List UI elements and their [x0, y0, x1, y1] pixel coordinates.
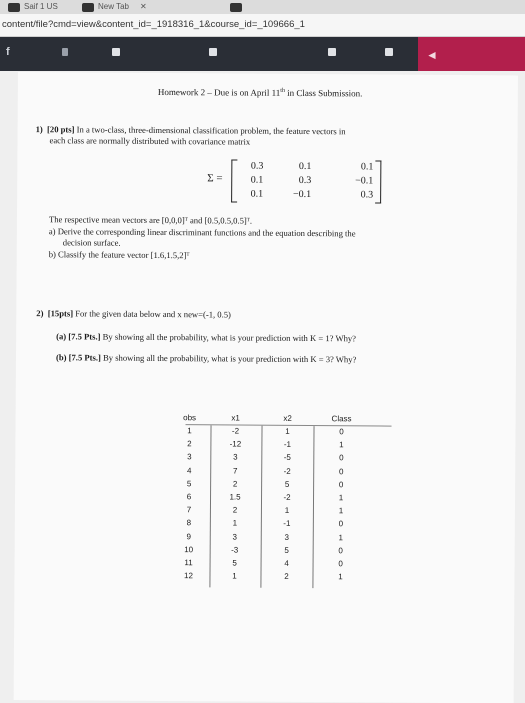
table-cell-obs: 5 [186, 478, 192, 489]
matrix-body [231, 159, 381, 202]
table-cell-x1: -12 [229, 439, 242, 449]
q1-number: 1) [35, 124, 43, 135]
table-cell-x1: 2 [232, 479, 238, 489]
browser-tab-2[interactable]: New Tab [98, 2, 129, 11]
table-cell-x2: -5 [283, 453, 291, 463]
table-cell-obs: 11 [184, 558, 193, 568]
q1-part-b: b) Classify the feature vector [1.6,1.5,2]ᵀ [48, 249, 190, 261]
table-cell-x1: -3 [231, 545, 239, 555]
table-cell-class: 1 [339, 440, 344, 450]
q1-line2: each class are normally distributed with covariance matrix [49, 135, 251, 147]
matrix-cell: 0.1 [360, 161, 374, 173]
facebook-icon[interactable]: f [6, 46, 10, 58]
table-cell-class: 0 [339, 427, 344, 437]
arrow-icon: ◄ [426, 48, 438, 62]
table-cell-class: 1 [338, 493, 344, 503]
tab-favicon-icon [230, 3, 242, 12]
table-cell-x2: -1 [283, 519, 291, 529]
site-navbar [0, 37, 525, 71]
page-title [158, 87, 363, 98]
browser-tab-strip [0, 0, 525, 14]
matrix-cell: −0.1 [292, 188, 312, 201]
right-bracket [375, 160, 381, 203]
q2-a-label: (a) [7.5 Pts.] [56, 331, 101, 342]
q1-means: The respective mean vectors are [0,0,0]ᵀ and [0.5,0.5,0.5]ᵀ. [48, 214, 253, 226]
homework-document [14, 72, 518, 703]
table-cell-obs: 1 [187, 426, 192, 436]
address-bar[interactable] [0, 14, 525, 37]
table-header-obs: obs [183, 413, 197, 423]
title-superscript: th [280, 87, 285, 94]
table-cell-x2: 1 [285, 426, 290, 436]
table-cell-class: 1 [338, 506, 344, 516]
table-cell-x2: 1 [284, 506, 290, 516]
q2-text: For the given data below and x new=(-1, 0.5) [73, 308, 231, 320]
table-cell-x1: 1 [232, 518, 238, 528]
table-cell-x1: 1 [232, 571, 237, 581]
table-cell-x2: 2 [284, 572, 289, 582]
table-cell-class: 0 [338, 546, 343, 556]
q2-intro [36, 308, 231, 319]
q2-b-text: By showing all the probability, what is your prediction with K = 3? Why? [100, 352, 357, 365]
table-cell-obs: 8 [186, 518, 192, 528]
q2-a-text: By showing all the probability, what is your prediction with K = 1? Why? [100, 331, 357, 344]
browser-tab-1[interactable]: Saif 1 US [24, 2, 58, 11]
table-cell-obs: 10 [184, 544, 194, 555]
table-header-x2: x2 [283, 413, 292, 423]
university-logo[interactable] [418, 37, 525, 71]
table-cell-x1: 3 [232, 532, 238, 542]
table-cell-class: 1 [338, 572, 343, 582]
table-cell-class: 0 [338, 480, 344, 490]
table-cell-x2: -2 [283, 466, 291, 476]
url-text[interactable]: content/file?cmd=view&content_id=_1918316_1&course_id=_109666_1 [2, 19, 305, 30]
table-cell-obs: 6 [186, 492, 192, 502]
table-cell-obs: 3 [187, 452, 192, 462]
sigma-label: Σ = [207, 172, 223, 185]
table-cell-obs: 12 [184, 571, 193, 581]
tab-favicon-icon [8, 3, 20, 12]
table-column-divider [260, 426, 262, 588]
table-cell-x1: -2 [231, 426, 240, 436]
nav-square-icon[interactable] [385, 48, 393, 56]
covariance-matrix [207, 159, 407, 202]
table-header-x1: x1 [231, 413, 240, 423]
title-text: Homework 2 – Due is on April 11 [157, 86, 281, 98]
matrix-cell: −0.1 [355, 175, 374, 187]
table-cell-x2: 5 [284, 479, 290, 489]
table-cell-class: 0 [339, 453, 344, 463]
table-cell-class: 0 [338, 519, 344, 529]
table-cell-obs: 2 [187, 439, 192, 449]
matrix-cell: 0.1 [250, 174, 264, 186]
table-cell-x2: 3 [284, 532, 290, 542]
q2-part-a [56, 331, 356, 343]
table-column-divider [209, 425, 211, 587]
q2-b-label: (b) [7.5 Pts.] [55, 352, 101, 363]
q1-text: In a two-class, three-dimensional classification problem, the feature vectors in [74, 124, 346, 137]
close-tab-icon[interactable]: ✕ [140, 2, 147, 11]
q1-part-a-cont: decision surface. [62, 237, 121, 248]
table-cell-obs: 7 [186, 505, 192, 515]
table-cell-obs: 4 [186, 465, 192, 475]
table-cell-class: 0 [338, 559, 343, 569]
nav-square-icon[interactable] [328, 48, 336, 56]
matrix-cell: 0.3 [360, 189, 374, 201]
table-cell-x1: 3 [233, 452, 238, 462]
nav-square-icon[interactable] [209, 48, 217, 56]
table-cell-x1: 7 [232, 466, 238, 476]
table-header-class: Class [331, 414, 352, 424]
table-cell-x2: 4 [284, 558, 289, 568]
nav-arrow-icon[interactable] [62, 48, 68, 56]
nav-square-icon[interactable] [112, 48, 120, 56]
table-cell-x2: -1 [283, 440, 291, 450]
q2-part-b [56, 352, 356, 364]
title-text-end: in Class Submission. [284, 87, 363, 99]
table-cell-x1: 1.5 [229, 492, 241, 502]
q1-part-a: a) Derive the corresponding linear discriminant functions and the equation describing the [48, 226, 356, 239]
table-cell-x2: 5 [284, 545, 289, 555]
matrix-cell: 0.3 [250, 160, 264, 172]
matrix-cell: 0.3 [298, 174, 312, 187]
q2-points: [15pts] [47, 308, 74, 319]
q2-number: 2) [36, 308, 44, 319]
table-cell-x2: -2 [283, 492, 291, 502]
q1-points: [20 pts] [47, 124, 75, 135]
table-cell-x1: 5 [232, 558, 237, 568]
table-cell-class: 0 [338, 466, 344, 476]
table-cell-obs: 9 [186, 531, 192, 541]
tab-favicon-icon [82, 3, 94, 12]
matrix-cell: 0.1 [250, 188, 264, 200]
table-column-divider [312, 426, 314, 588]
table-cell-class: 1 [338, 532, 344, 542]
matrix-cell: 0.1 [298, 160, 312, 173]
table-cell-x1: 2 [232, 505, 238, 515]
